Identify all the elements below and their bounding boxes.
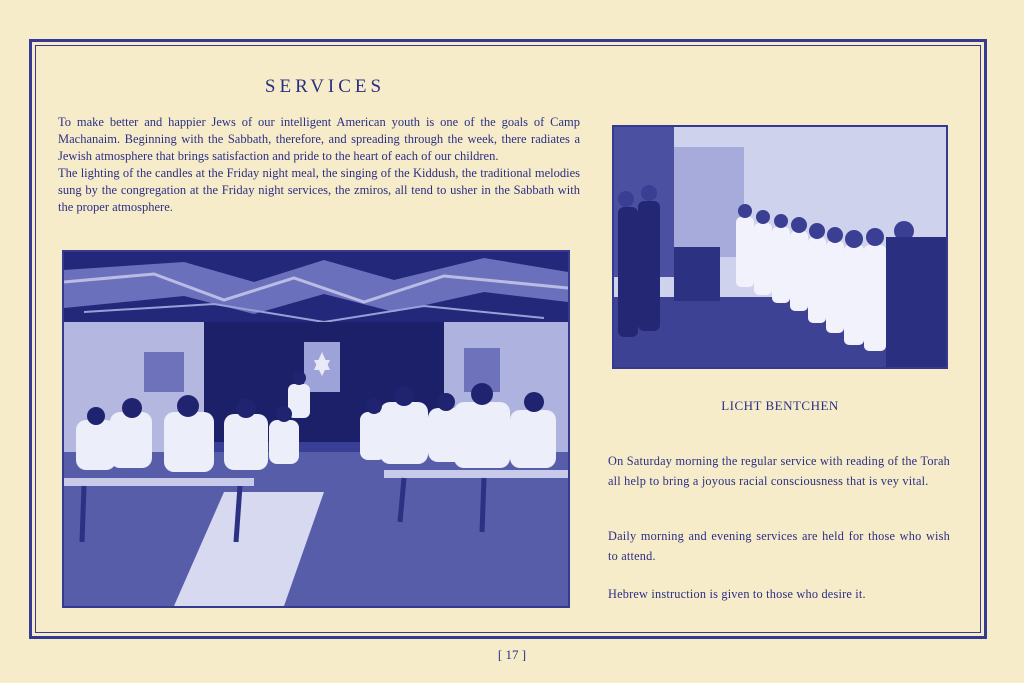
page-title: SERVICES <box>264 76 386 97</box>
licht-bentchen-photo <box>612 125 948 369</box>
photo-caption: LICHT BENTCHEN <box>721 398 839 413</box>
intro-paragraph-2: The lighting of the candles at the Friday night meal, the singing of the Kiddush, the traditional melodies sung by the congregation at the Friday night services, the zmiros, all tend to usher in the Sabbath with the proper atmosphere. <box>58 166 580 214</box>
page-number: [ 17 ] <box>497 647 527 662</box>
side-paragraph-hebrew: Hebrew instruction is given to those who desire it. <box>608 587 866 601</box>
intro-text <box>58 114 580 216</box>
services-photo <box>62 250 570 608</box>
side-paragraph-daily: Daily morning and evening services are held for those who wish to attend. <box>608 529 950 563</box>
intro-paragraph-1: To make better and happier Jews of our intelligent American youth is one of the goals of Camp Machanaim. Beginning with the Sabbath, therefore, and spreading through the week, there radiates a Jewish atmosphere that brings satisfaction and pride to the heart of each of our children. <box>58 115 580 163</box>
side-paragraph-saturday: On Saturday morning the regular service with reading of the Torah all help to bring a joyous racial consciousness that is vey vital. <box>608 454 950 488</box>
